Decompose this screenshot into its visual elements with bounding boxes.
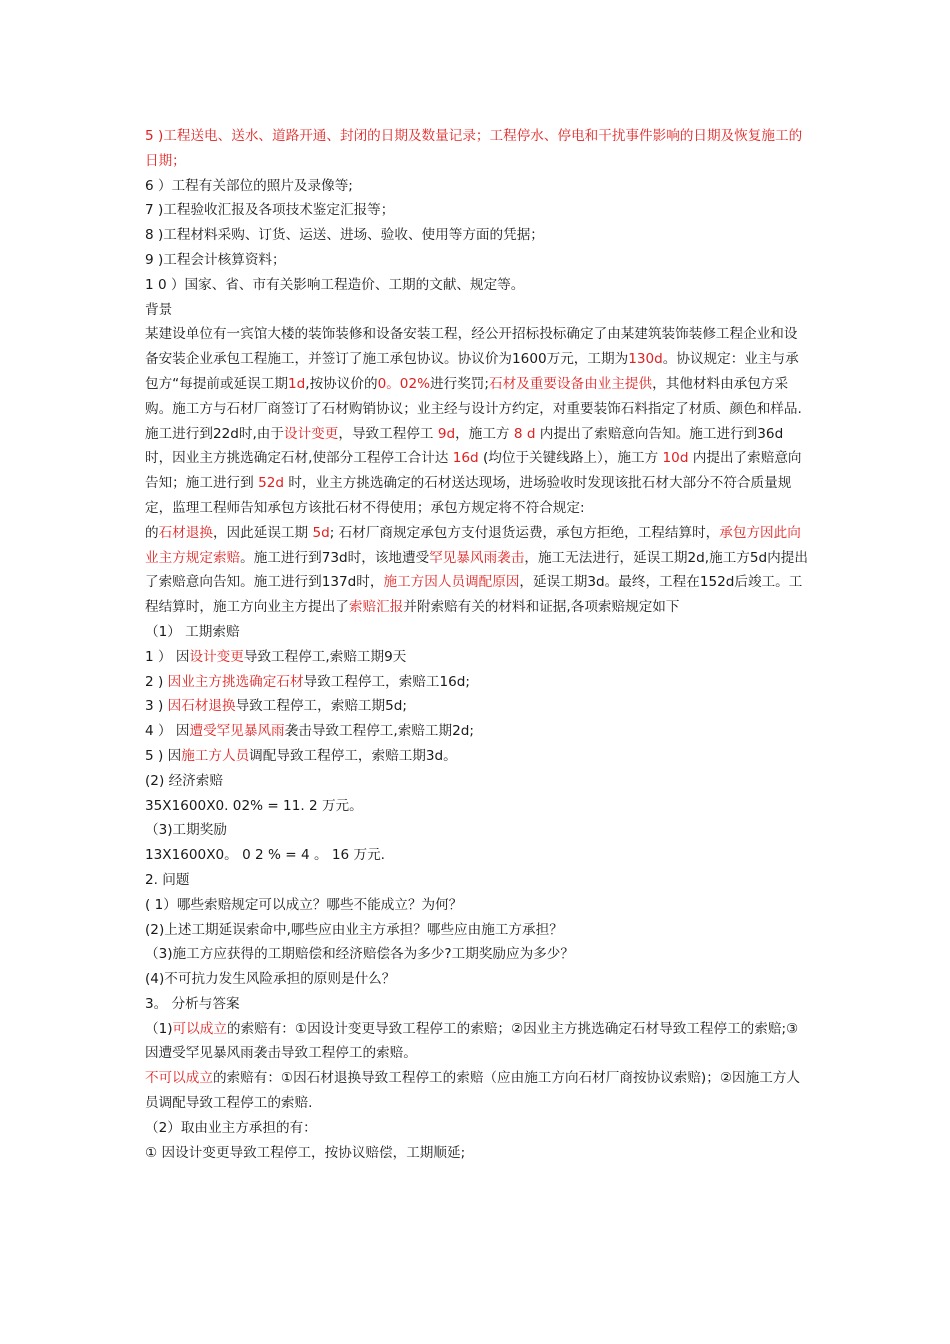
paragraph-l07 — [145, 298, 810, 323]
paragraph-l20 — [145, 843, 810, 868]
paragraph-l18 — [145, 794, 810, 819]
text-run: 13X1600X0。 0 2 % = 4 。 16 万元. — [145, 847, 385, 864]
paragraph-l27 — [145, 1017, 810, 1067]
text-run: 某建设单位有一宾馆大楼的装饰装修和设备安装工程，经公开招标投标确定了由某建筑装饰装修工程企业和设备安装企业承包工程施工，并签订了施工承包协议。协议价为1600万元，工期为 — [145, 326, 798, 368]
text-run: 35X1600X0. 02% = 11. 2 万元。 — [145, 797, 363, 814]
text-run: ，导致工程停工 — [338, 425, 438, 442]
highlighted-text: 10d — [662, 450, 689, 467]
highlighted-text: 16d — [452, 450, 479, 467]
text-run: 内提出了索赔意向告知；施工进行到 — [145, 450, 802, 492]
highlighted-text: 索赔汇报 — [348, 599, 404, 616]
highlighted-text: 石材及重要设备由业主提供 — [489, 375, 653, 392]
paragraph-l25 — [145, 967, 810, 992]
paragraph-l16 — [145, 744, 810, 769]
text-run: 6 ）工程有关部位的照片及录像等; — [145, 177, 353, 194]
highlighted-text: 设计变更 — [189, 648, 244, 665]
paragraph-l05 — [145, 248, 810, 273]
text-run: ，延误工期3d。最终，工程在152d后竣工。工程结算时，施工方向业主方提出了 — [145, 574, 803, 616]
highlighted-text: 因石材退换 — [167, 698, 236, 715]
text-run: 内提出了索赔意向告知。施工进行到36d时，因业主方挑选确定石材,使部分工程停工合计达 — [145, 425, 784, 467]
paragraph-l09 — [145, 422, 810, 521]
highlighted-text: 因业主方挑选确定石材 — [167, 673, 304, 690]
paragraph-l23 — [145, 918, 810, 943]
text-run: 导致工程停工，索赔工期5d; — [235, 698, 407, 715]
text-run: （2）取由业主方承担的有： — [145, 1119, 317, 1136]
paragraph-l04 — [145, 223, 810, 248]
paragraph-l14 — [145, 694, 810, 719]
text-run: （1） 工期索赔 — [145, 623, 240, 640]
paragraph-l30 — [145, 1141, 810, 1166]
highlighted-text: 9d — [437, 425, 456, 442]
highlighted-text: 承包方因此向业主方规定索赔 — [145, 524, 801, 566]
text-run: 9 )工程会计核算资料； — [145, 251, 286, 268]
paragraph-l01 — [145, 124, 810, 174]
text-run: ，其他材料由承包方采购。施工方与石材厂商签订了石材购销协议；业主经与设计方约定，对重要装饰石料指定了材质、颜色和样品. — [145, 375, 802, 417]
text-run: 的 — [145, 524, 159, 541]
highlighted-text: 设计变更 — [284, 425, 339, 442]
text-run: 导致工程停工,索赔工期9天 — [243, 648, 407, 665]
paragraph-l28 — [145, 1066, 810, 1116]
paragraph-l03 — [145, 198, 810, 223]
text-run: 7 )工程验收汇报及各项技术鉴定汇报等； — [145, 202, 395, 219]
paragraph-l17 — [145, 769, 810, 794]
highlighted-text: 遭受罕见暴风雨 — [189, 723, 285, 740]
text-run: 3。 分析与答案 — [145, 995, 240, 1012]
text-run: ，因此延误工期 — [212, 524, 313, 541]
paragraph-l21 — [145, 868, 810, 893]
text-run: 袭击导致工程停工,索赔工期2d; — [284, 723, 474, 740]
text-run: ，施工无法进行，延误工期2d,施工方5d内提出了索赔意向告知。施工进行到137d时， — [145, 549, 808, 591]
paragraph-l12 — [145, 645, 810, 670]
document-body — [145, 124, 810, 1165]
text-run: 背景 — [145, 301, 173, 318]
text-run: 导致工程停工，索赔工16d; — [303, 673, 470, 690]
text-run: (均位于关键线路上），施工方 — [478, 450, 663, 467]
text-run: 施工进行到22d时,由于 — [145, 425, 284, 442]
text-run: ( 1）哪些索赔规定可以成立？哪些不能成立？为何？ — [145, 896, 463, 913]
paragraph-l10 — [145, 521, 810, 620]
text-run: 2 ) — [145, 673, 168, 690]
paragraph-l15 — [145, 719, 810, 744]
highlighted-text: 施工方人员 — [181, 747, 250, 764]
text-run: （3)工期奖励 — [145, 822, 227, 839]
text-run: （1) — [145, 1020, 173, 1037]
highlighted-text: 5 )工程送电、送水、道路开通、封闭的日期及数量记录；工程停水、停电和干扰事件影响的日期及恢复施工的日期； — [145, 128, 803, 169]
highlighted-text: 罕见暴风雨袭击 — [429, 549, 525, 566]
paragraph-l22 — [145, 893, 810, 918]
text-run: 调配导致工程停工，索赔工期3d。 — [249, 747, 457, 764]
paragraph-l13 — [145, 670, 810, 695]
text-run: 的索赔有：①因设计变更导致工程停工的索赔；②因业主方挑选确定石材导致工程停工的索赔;③ 因遭受罕见暴风雨袭击导致工程停工的索赔。 — [145, 1020, 799, 1062]
text-run: ① 因设计变更导致工程停工，按协议赔偿，工期顺延; — [145, 1144, 466, 1161]
highlighted-text: 可以成立 — [172, 1020, 227, 1037]
text-run: 8 )工程材料采购、订货、运送、进场、验收、使用等方面的凭据； — [145, 227, 544, 244]
text-run: 4 ） 因 — [145, 723, 190, 740]
text-run: (2) 经济索赔 — [145, 772, 223, 789]
paragraph-l24 — [145, 942, 810, 967]
text-run: 。施工进行到73d时，该地遭受 — [240, 549, 430, 566]
text-run: 并附索赔有关的材料和证据,各项索赔规定如下 — [403, 599, 680, 616]
text-run: (4)不可抗力发生风险承担的原则是什么？ — [145, 971, 396, 988]
highlighted-text: 1d — [287, 375, 306, 392]
paragraph-l19 — [145, 818, 810, 843]
text-run: ; 石材厂商规定承包方支付退货运费，承包方拒绝，工程结算时， — [329, 524, 720, 541]
text-run: 进行奖罚; — [430, 375, 489, 392]
text-run: (2)上述工期延误索命中,哪些应由业主方承担？哪些应由施工方承担？ — [145, 921, 563, 938]
text-run: 1 0 ）国家、省、市有关影响工程造价、工期的文献、规定等。 — [145, 276, 525, 293]
paragraph-l29 — [145, 1116, 810, 1141]
paragraph-l02 — [145, 174, 810, 199]
text-run: 3 ) — [145, 698, 168, 715]
paragraph-l26 — [145, 992, 810, 1017]
text-run: 。协议规定：业主与承包方“每提前或延误工期 — [145, 351, 799, 392]
text-run: 5 ) 因 — [145, 747, 182, 764]
highlighted-text: 8 d — [513, 425, 536, 442]
text-run: 1 ） 因 — [145, 648, 190, 665]
text-run: ，施工方 — [455, 425, 514, 442]
highlighted-text: 石材退换 — [158, 524, 213, 541]
paragraph-l08 — [145, 322, 810, 421]
highlighted-text: 0。02% — [377, 375, 431, 392]
text-run: 2. 问题 — [145, 871, 190, 888]
paragraph-l11 — [145, 620, 810, 645]
highlighted-text: 130d — [628, 351, 663, 368]
text-run: 时，业主方挑选确定的石材送达现场，进场验收时发现该批石材大部分不符合质量规定，监理工程师告知承包方该批石材不得使用；承包方规定将不符合规定: — [145, 475, 792, 516]
highlighted-text: 52d — [258, 475, 285, 492]
text-run: （3)施工方应获得的工期赔偿和经济赔偿各为多少?工期奖励应为多少？ — [145, 946, 574, 963]
highlighted-text: 5d — [312, 524, 330, 541]
text-run: 的索赔有：①因石材退换导致工程停工的索赔（应由施工方向石材厂商按协议索赔)；②因施工方人员调配导致工程停工的索赔. — [145, 1070, 800, 1112]
highlighted-text: 不可以成立 — [145, 1070, 213, 1087]
paragraph-l06 — [145, 273, 810, 298]
text-run: ,按协议价的 — [305, 375, 378, 392]
highlighted-text: 施工方因人员调配原因 — [383, 574, 520, 591]
